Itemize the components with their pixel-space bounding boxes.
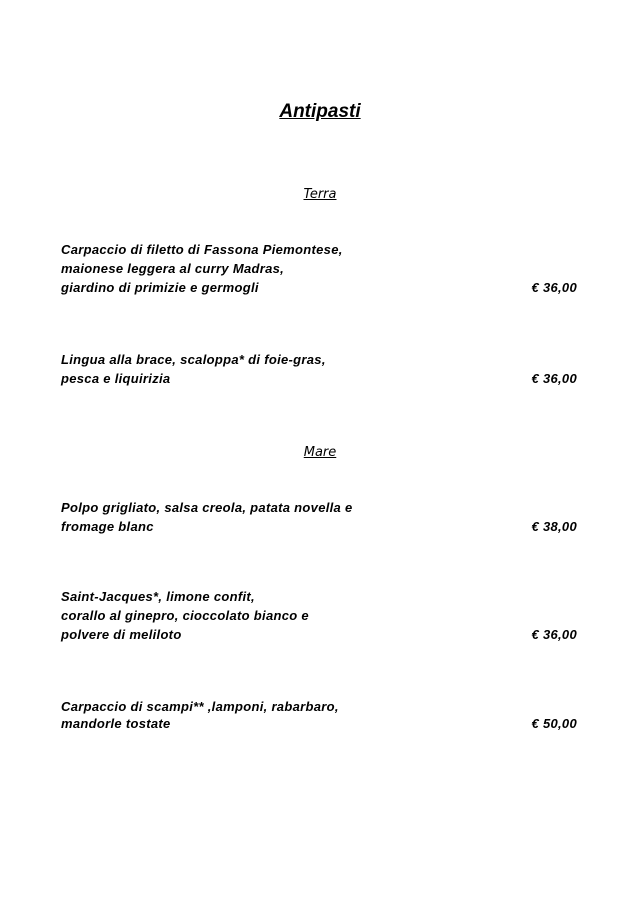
item-description [61, 350, 577, 388]
item-price: € 50,00 [531, 716, 577, 731]
section-heading-mare: Mare [303, 445, 337, 460]
description-line: Saint-Jacques*, limone confit, [61, 589, 255, 604]
description-line: Carpaccio di scampi** ,lamponi, rabarbaro, [61, 699, 339, 714]
item-price: € 38,00 [531, 519, 577, 534]
description-line: pesca e liquirizia [61, 371, 171, 386]
item-description [61, 698, 577, 732]
menu-item [61, 587, 577, 644]
menu-item [61, 350, 577, 388]
item-description [61, 240, 577, 297]
description-line: maionese leggera al curry Madras, [61, 261, 285, 276]
description-line: corallo al ginepro, cioccolato bianco e [61, 608, 309, 623]
page-title: Antipasti [279, 101, 361, 122]
menu-item [61, 698, 577, 732]
item-price: € 36,00 [531, 280, 577, 295]
description-line: Polpo grigliato, salsa creola, patata novella e [61, 500, 353, 515]
description-line: Lingua alla brace, scaloppa* di foie-gras, [61, 352, 326, 367]
description-line: fromage blanc [61, 519, 154, 534]
item-description [61, 498, 577, 536]
menu-item [61, 240, 577, 297]
section-heading-terra: Terra [303, 187, 337, 202]
description-line: giardino di primizie e germogli [61, 280, 259, 295]
item-description [61, 587, 577, 644]
description-line: polvere di meliloto [61, 627, 182, 642]
item-price: € 36,00 [531, 371, 577, 386]
description-line: mandorle tostate [61, 716, 171, 731]
menu-item [61, 498, 577, 536]
item-price: € 36,00 [531, 627, 577, 642]
description-line: Carpaccio di filetto di Fassona Piemontese, [61, 242, 343, 257]
